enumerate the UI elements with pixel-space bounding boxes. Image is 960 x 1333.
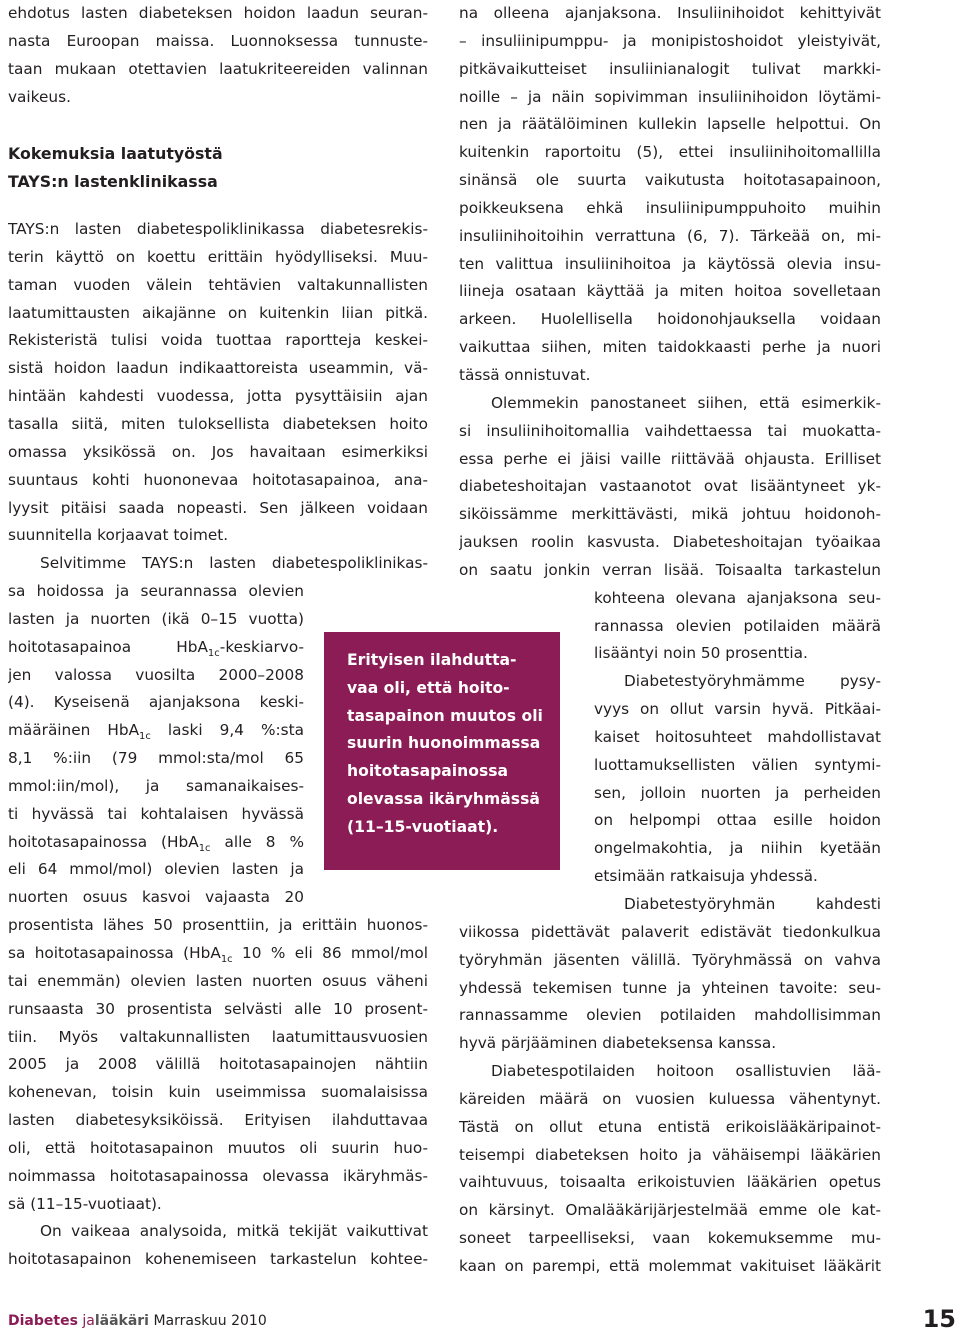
text-line: 8,1 %:iin (79 mmol:sta/mol 65 bbox=[8, 749, 304, 768]
text-line: sa hoitotasapainossa (HbA$_{1c}$ 10 % eli 86 mmol/mol bbox=[8, 944, 428, 966]
text-line: kohenevan, toisin kuin useimmissa suomalaisissa bbox=[8, 1083, 428, 1102]
text-line: lasten ja nuorten (ikä 0–15 vuotta) bbox=[8, 609, 304, 628]
text-line: työryhmän jäsenten välillä. Työryhmässä on vahva bbox=[459, 950, 881, 969]
text-line: vaikeus. bbox=[8, 87, 71, 106]
text-line: rannassa olevien potilaiden määrä bbox=[594, 616, 881, 635]
text-line: kuitenkin raportoitu (5), ettei insuliinihoitomallilla bbox=[459, 143, 881, 162]
text-line: määräinen HbA$_{1c}$ laski 9,4 %:sta bbox=[8, 721, 304, 743]
brand-diabetes: Diabetes bbox=[8, 1313, 78, 1329]
text-line: Olemmekin panostaneet siihen, että esimerkik- bbox=[491, 393, 881, 412]
brand-laakari: lääkäri bbox=[94, 1313, 149, 1329]
text-line: käreiden määrä on vuosien kuluessa vähentynyt. bbox=[459, 1089, 881, 1108]
text-line: hoitotasapainoa HbA$_{1c}$-keskiarvo- bbox=[8, 637, 304, 659]
page-number: 15 bbox=[922, 1305, 956, 1333]
text-line: essa perhe ei jäisi vaille riittävää ohjausta. Erilliset bbox=[459, 449, 881, 468]
text-line: Diabetestyöryhmämme pysy- bbox=[624, 672, 881, 691]
paragraph-analysis bbox=[8, 1218, 428, 1274]
pull-quote-line: suurin huonoimmassa bbox=[347, 734, 541, 753]
text-line: tässä onnistuvat. bbox=[459, 365, 591, 384]
text-line: nen ja räätälöiminen kullekin lapselle helpottui. On bbox=[459, 115, 881, 134]
text-line: liineja osataan käyttää ja miten hoitoa sovelletaan bbox=[459, 282, 881, 301]
text-line: taman vuoden välein tehtävien valtakunnallisten bbox=[8, 275, 428, 294]
intro-paragraph bbox=[8, 0, 428, 111]
text-line: poikkeuksena ehkä insuliinipumppuhoito muihin bbox=[459, 198, 881, 217]
text-line: terin käyttö on koettu erittäin hyödylliseksi. Muu- bbox=[8, 247, 428, 266]
text-line: siköissämme merkittävästi, mikä johtuu hoidonoh- bbox=[459, 505, 881, 524]
text-line: sen, jolloin nuorten ja perheiden bbox=[594, 783, 881, 802]
text-line: – insuliinipumppu- ja monipistoshoidot yleistyivät, bbox=[459, 31, 881, 50]
paragraph-doctors bbox=[459, 1058, 881, 1281]
paragraph-meetings bbox=[459, 891, 881, 1058]
text-line: Diabetestyöryhmän kahdesti bbox=[624, 895, 881, 913]
text-line: mmol:iin/mol), ja samanaikaises- bbox=[8, 776, 304, 795]
paragraph-team bbox=[459, 668, 881, 891]
text-line: pitkävaikutteiset insuliinianalogit tulivat markki- bbox=[459, 59, 881, 78]
text-line: ti hyvässä tai kohtalaisen hyvässä bbox=[8, 804, 304, 823]
text-line: laatumittausten aikajänne on kuitenkin liian pitkä. bbox=[8, 303, 428, 322]
text-line: hintään kahdesti vuodessa, jotta pysyttäisiin ajan bbox=[8, 387, 428, 406]
section-heading bbox=[8, 140, 428, 196]
text-line: Tästä on ollut etuna entistä erikoislääkäripainot- bbox=[459, 1117, 881, 1136]
text-line: kaiset hoitosuhteet mahdollistavat bbox=[594, 727, 881, 746]
text-line: 2005 ja 2008 välillä hoitotasapainojen nähtiin bbox=[8, 1055, 428, 1074]
paragraph-registry bbox=[8, 216, 428, 550]
text-line: suuntaus kohti huononevaa hoitotasapainoa, ana- bbox=[8, 470, 428, 489]
text-line: sa hoidossa ja seurannassa olevien bbox=[8, 582, 304, 601]
text-line: sinänsä ole suurta vaikutusta hoitotasapainoon, bbox=[459, 171, 881, 190]
paragraph-nurse bbox=[459, 390, 881, 668]
text-line: diabeteshoitajan vastaanotot ovat lisääntyneet yk- bbox=[459, 477, 881, 496]
text-line: vaihtuvuus, toisaalta erikoistuvien lääkärien opetus bbox=[459, 1173, 881, 1192]
text-line: hoitotasapainon kohenemiseen tarkastelun kohtee- bbox=[8, 1250, 428, 1269]
issue-date: Marraskuu 2010 bbox=[153, 1313, 267, 1329]
text-line: ongelmakohtia, ja niihin kyetään bbox=[594, 839, 881, 858]
text-line: sä (11–15-vuotiaat). bbox=[8, 1194, 162, 1213]
text-line: on saatu jonkin verran lisää. Toisaalta tarkastelun bbox=[459, 560, 881, 579]
pull-quote-line: tasapainon muutos oli bbox=[347, 706, 543, 725]
text-line: eli 64 mmol/mol) olevien lasten ja bbox=[8, 860, 304, 879]
text-line: ehdotus lasten diabeteksen hoidon laadun seuran- bbox=[8, 4, 428, 22]
text-line: taan mukaan otettavien laatukriteereiden valinnan bbox=[8, 59, 428, 78]
text-line: suunnitella korjaavat toimet. bbox=[8, 526, 229, 545]
text-line: tasalla siitä, miten tuloksellista diabeteksen hoito bbox=[8, 414, 428, 433]
page-footer bbox=[8, 1313, 267, 1329]
text-line: oli, että hoitotasapainon muutos oli suurin huo- bbox=[8, 1138, 428, 1157]
text-line: na olleena ajanjaksona. Insuliinihoidot kehittyivät bbox=[459, 4, 881, 22]
pull-quote-line: vaa oli, että hoito- bbox=[347, 678, 510, 697]
text-line: lisääntyi noin 50 prosenttia. bbox=[594, 644, 808, 663]
heading-line: Kokemuksia laatutyöstä bbox=[8, 144, 223, 164]
right-column bbox=[459, 0, 881, 1281]
brand-ja: ja bbox=[82, 1313, 95, 1329]
text-line: runsaasta 30 prosentista selvästi alle 10 prosent- bbox=[8, 999, 428, 1018]
text-line: hyvä pärjääminen diabeteksensa kanssa. bbox=[459, 1034, 777, 1053]
text-line: yhdessä tekemisen tunne ja yhteinen tavoite: seu- bbox=[459, 978, 881, 997]
text-line: soneet tarpeelliseksi, vaan kokemuksemme mu- bbox=[459, 1229, 881, 1248]
text-line: jen valossa vuosilta 2000–2008 bbox=[8, 665, 304, 684]
heading-line: TAYS:n lastenklinikassa bbox=[8, 172, 218, 192]
text-line: noimmassa hoitotasapainossa olevassa ikäryhmäs- bbox=[8, 1166, 428, 1185]
text-line: lasten diabetesyksiköissä. Erityisen ilahduttavaa bbox=[8, 1111, 428, 1130]
text-line: nuorten osuus kasvoi vajaasta 20 bbox=[8, 888, 304, 907]
text-line: arkeen. Huolellisella hoidonohjauksella voidaan bbox=[459, 310, 881, 329]
pull-quote-line: olevassa ikäryhmässä bbox=[347, 789, 540, 808]
text-line: ten valittua insuliinihoitoa ja käytössä olevia insu- bbox=[459, 254, 881, 273]
text-line: TAYS:n lasten diabetespoliklinikassa diabetesrekis- bbox=[8, 220, 428, 239]
text-line: tai enemmän) olevien lasten nuorten osuus väheni bbox=[8, 971, 428, 990]
text-line: tiin. Myös valtakunnallisten laatumittausvuosien bbox=[8, 1027, 428, 1046]
pull-quote-line: hoitotasapainossa bbox=[347, 762, 509, 781]
text-line: kaan on parempi, että molemmat vakituiset lääkärit bbox=[459, 1256, 881, 1275]
text-line: viikossa pidettävät palaverit edistävät tiedonkulkua bbox=[459, 922, 881, 941]
text-line: prosentista lähes 50 prosenttiin, ja erittäin huonos- bbox=[8, 916, 428, 935]
text-line: insuliinihoitoihin verrattuna (6, 7). Tärkeää on, mi- bbox=[459, 226, 881, 245]
text-line: lyysit pitäisi saada nopeasti. Sen jälkeen voidaan bbox=[8, 498, 428, 517]
text-line: Rekisteristä tulisi voida tuottaa raportteja keskei- bbox=[8, 331, 428, 350]
pull-quote-line: Erityisen ilahdutta- bbox=[347, 651, 517, 669]
text-line: hoitotasapainossa (HbA$_{1c}$ alle 8 % bbox=[8, 832, 304, 854]
text-line: omassa yksikössä on. Jos havaitaan esimerkiksi bbox=[8, 442, 428, 461]
text-line: Selvitimme TAYS:n lasten diabetespoliklinikas- bbox=[40, 554, 428, 573]
text-line: noille – ja näin sopivimman insuliinihoidon löytämi- bbox=[459, 87, 881, 106]
text-line: On vaikeaa analysoida, mitkä tekijät vaikuttivat bbox=[40, 1222, 428, 1241]
text-line: vyys on ollut varsin hyvä. Pitkäai- bbox=[594, 700, 881, 719]
text-line: kohteena olevana ajanjaksona seu- bbox=[594, 588, 881, 607]
text-line: rannassamme olevien potilaiden mahdollisimman bbox=[459, 1006, 881, 1025]
text-line: teisempi diabeteksen hoito ja vähäisempi lääkärien bbox=[459, 1145, 881, 1164]
text-line: (4). Kyseisenä ajanjaksona keski- bbox=[8, 693, 304, 712]
text-line: etsimään ratkaisuja yhdessä. bbox=[594, 867, 818, 886]
text-line: on kärsinyt. Omalääkärijärjestelmää emme ole kat- bbox=[459, 1201, 881, 1220]
text-line: Diabetespotilaiden hoitoon osallistuvien lää- bbox=[491, 1062, 881, 1081]
text-line: vaikuttaa siihen, miten taidokkaasti perhe ja nuori bbox=[459, 338, 881, 357]
text-line: sistä hoidon laadun indikaattoreista useammin, vä- bbox=[8, 359, 428, 378]
paragraph-insulin bbox=[459, 0, 881, 390]
text-line: si insuliinihoitomallia vaihdettaessa tai muokatta- bbox=[459, 421, 881, 440]
text-line: luottamuksellisten välien syntymi- bbox=[594, 755, 881, 774]
text-line: nasta Euroopan maissa. Luonnoksessa tunnuste- bbox=[8, 31, 428, 50]
text-line: jauksen roolin kasvusta. Diabeteshoitajan työaikaa bbox=[459, 533, 881, 552]
pull-quote-line: (11–15-vuotiaat). bbox=[347, 817, 499, 836]
text-line: on helpompi ottaa esille hoidon bbox=[594, 811, 881, 830]
